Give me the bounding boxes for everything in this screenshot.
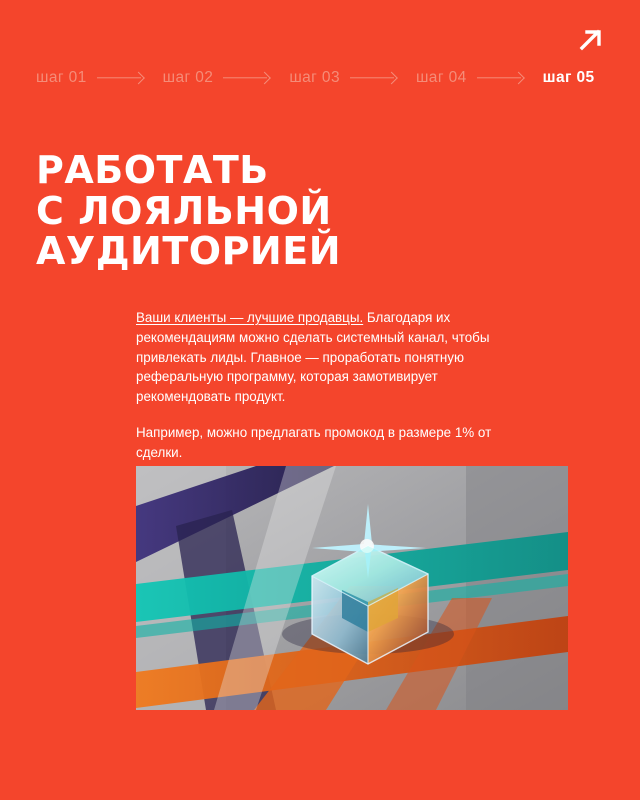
- paragraph-1-rest: Благодаря их рекомендациям можно сделать системный канал, чтобы привлекать лиды. Главное — проработать понятную реферальную программу, которая замотивирует рекомендовать продукт.: [136, 310, 490, 405]
- step-item-2[interactable]: шаг 02: [162, 69, 214, 86]
- step-item-5-active[interactable]: шаг 05: [542, 69, 595, 86]
- page-title-line-3: АУДИТОРИЕЙ: [36, 229, 341, 274]
- body-copy: [136, 308, 496, 463]
- arrow-up-right-icon: [576, 26, 606, 56]
- footer-spacer: [0, 714, 640, 800]
- paragraph-2: Например, можно предлагать промокод в размере 1% от сделки.: [136, 425, 492, 460]
- prism-cube-image: [136, 466, 568, 710]
- page-title: [36, 150, 341, 272]
- step-item-4[interactable]: шаг 04: [415, 69, 467, 86]
- step-item-1[interactable]: шаг 01: [36, 69, 87, 86]
- paragraph-1: [136, 308, 496, 407]
- step-arrow-icon-2: [223, 72, 279, 84]
- step-arrow-icon-1: [97, 72, 153, 84]
- step-arrow-icon-3: [350, 72, 406, 84]
- step-arrow-icon-4: [477, 72, 533, 84]
- page-title-line-2: С ЛОЯЛЬНОЙ: [36, 188, 332, 233]
- paragraph-1-lead: Ваши клиенты — лучшие продавцы.: [136, 310, 364, 325]
- step-item-3[interactable]: шаг 03: [289, 69, 340, 86]
- steps-breadcrumb: [36, 66, 604, 90]
- page-title-line-1: РАБОТАТЬ: [36, 148, 269, 192]
